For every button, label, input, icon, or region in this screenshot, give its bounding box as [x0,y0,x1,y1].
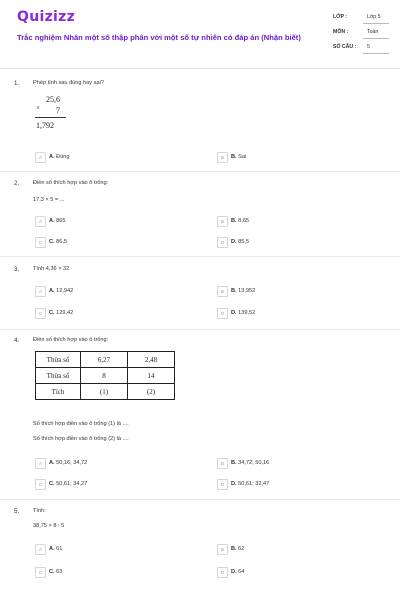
table-cell: Thừa số [36,368,81,384]
option-text: 34,72; 50,16 [238,460,270,466]
option-label: A. [49,546,55,552]
option-label: A. [49,218,55,224]
table-cell: 14 [128,368,175,384]
meta-row-count [333,44,387,59]
option-letter-box: A [35,544,46,555]
option-text: 865 [56,218,66,224]
option-letter-box: B [217,152,228,163]
option-text: 62 [238,546,245,552]
table-cell: (1) [81,384,128,400]
option-text: 64 [238,569,245,575]
meta-underline [363,23,389,24]
quiz-meta [333,14,387,59]
table-cell: 6,27 [81,352,128,368]
option-letter-box: A [35,152,46,163]
option-text: 85,5 [238,239,250,245]
question-1 [0,80,400,175]
question-divider [0,329,400,330]
header-divider [0,68,400,69]
option-text: 86,5 [56,239,68,245]
quiz-title: Trắc nghiệm Nhân một số thập phân với một số tự nhiên có đáp án (Nhận biết) [17,33,301,42]
question-text: Tính 4,36 × 32 [33,266,70,272]
option-letter-box: C [35,308,46,319]
question-divider [0,256,400,257]
table-cell: (2) [128,384,175,400]
question-4 [0,337,400,497]
question-number: 2. [14,180,20,187]
option-text: Sai [238,154,247,160]
meta-row-subject [333,29,387,44]
option-letter-box: D [217,308,228,319]
meta-value: Lớp 5 [367,14,381,20]
option-letter-box: C [35,567,46,578]
multiplier: 7 [56,106,60,115]
question-5 [0,508,400,588]
option-letter-box: B [217,544,228,555]
table-row [36,384,175,400]
option-label: B. [231,460,237,466]
meta-underline [363,53,389,54]
option-label: C. [49,239,55,245]
option-letter-box: C [35,479,46,490]
question-expression: 17,3 × 5 = ... [33,197,65,203]
multiplication-table [35,351,175,400]
option-text: Đúng [56,154,70,160]
question-expression: 38,75 × 8 : 5 [33,523,65,529]
question-divider [0,171,400,172]
option-text: 63 [56,569,63,575]
option-label: B. [231,154,237,160]
option-label: B. [231,546,237,552]
option-label: A. [49,288,55,294]
option-letter-box: A [35,216,46,227]
question-text: Tính: [33,508,46,514]
question-text: Phép tính sau đúng hay sai? [33,80,104,86]
question-2 [0,180,400,260]
question-number: 4. [14,337,20,344]
blank-2-prompt: Số thích hợp điền vào ô trống (2) là .... [33,436,129,442]
option-letter-box: A [35,286,46,297]
question-number: 3. [14,266,20,273]
question-divider [0,499,400,500]
option-text: 50,16; 34,72 [56,460,88,466]
option-text: 13,952 [238,288,256,294]
result-line [35,117,66,118]
question-3 [0,266,400,328]
option-letter-box: B [217,286,228,297]
meta-key: LỚP : [333,14,348,20]
table-cell: 8 [81,368,128,384]
option-letter-box: D [217,479,228,490]
option-text: 129,42 [56,310,74,316]
option-label: A. [49,154,55,160]
option-label: B. [231,218,237,224]
meta-underline [363,38,389,39]
question-text: Điền số thích hợp vào ô trống: [33,337,109,343]
option-letter-box: C [35,237,46,248]
option-text: 50,61; 34,27 [56,481,88,487]
option-letter-box: B [217,216,228,227]
option-label: D. [231,569,237,575]
meta-key: MÔN : [333,29,349,35]
table-cell: 2,48 [128,352,175,368]
question-number: 1. [14,80,20,87]
table-cell: Thừa số [36,352,81,368]
option-text: 8,65 [238,218,250,224]
multiplicand: 25,6 [46,95,60,104]
table-row [36,368,175,384]
result: 1,792 [36,121,54,130]
option-text: 61 [56,546,63,552]
blank-1-prompt: Số thích hợp điền vào ô trống (1) là .... [33,421,129,427]
quizizz-logo: Quizizz [17,9,76,25]
option-letter-box: D [217,237,228,248]
option-label: D. [231,239,237,245]
table-cell: Tích [36,384,81,400]
question-number: 5. [14,508,20,515]
option-label: C. [49,481,55,487]
option-text: 50,61; 32,47 [238,481,270,487]
meta-row-class [333,14,387,29]
question-text: Điền số thích hợp vào ô trống: [33,180,109,186]
option-label: C. [49,310,55,316]
option-label: D. [231,310,237,316]
option-label: C. [49,569,55,575]
meta-value: 5 [367,44,370,50]
times-sign: × [36,104,40,112]
option-letter-box: D [217,567,228,578]
option-letter-box: B [217,458,228,469]
multiplication-layout [35,95,65,140]
option-text: 12,942 [56,288,74,294]
option-label: A. [49,460,55,466]
option-text: 139,52 [238,310,256,316]
meta-key: SỐ CÂU : [333,44,357,50]
option-label: B. [231,288,237,294]
option-letter-box: A [35,458,46,469]
meta-value: Toán [367,29,379,35]
option-label: D. [231,481,237,487]
table-row [36,352,175,368]
